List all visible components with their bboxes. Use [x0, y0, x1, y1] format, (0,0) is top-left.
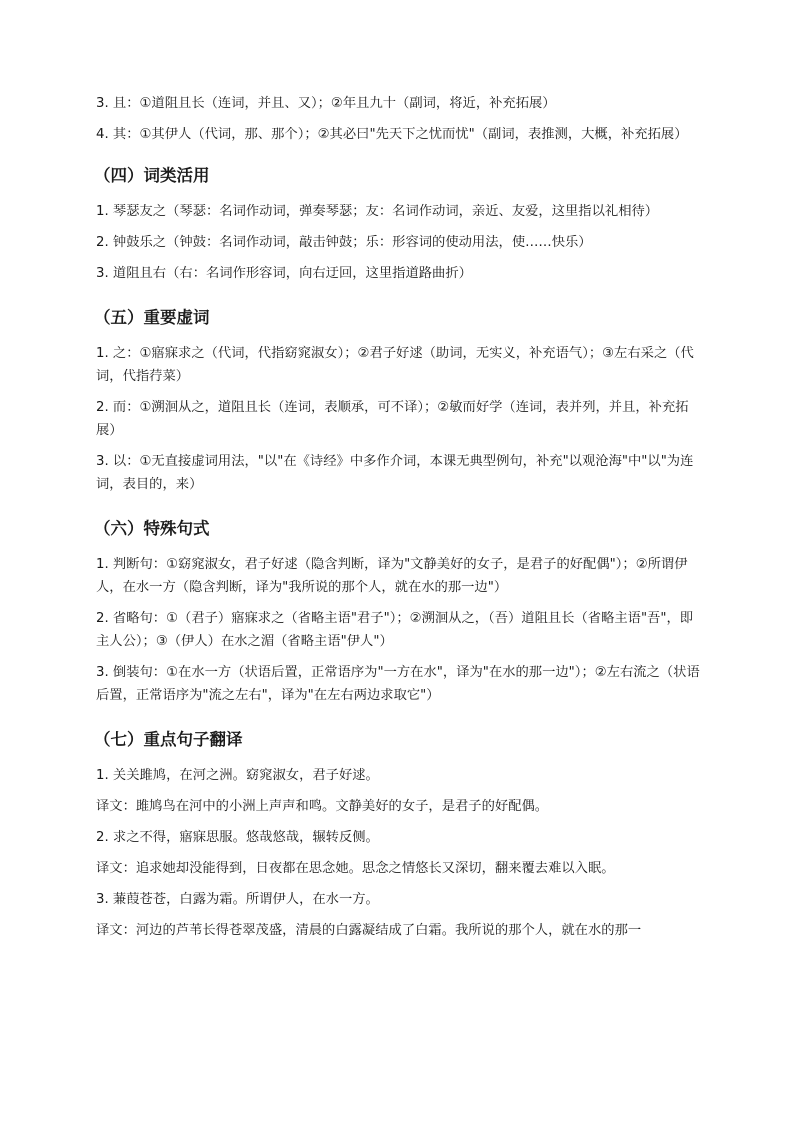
list-item-zhi: 1. 之：①寤寐求之（代词，代指窈窕淑女）；②君子好逑（助词，无实义，补充语气）；③左右采之（代词，代指荇菜）: [96, 346, 694, 384]
sentence-2: 2. 求之不得，寤寐思服。悠哉悠哉，辗转反侧。: [96, 830, 379, 845]
list-item-qin-se-you-zhi: 1. 琴瑟友之（琴瑟：名词作动词，弹奏琴瑟；友：名词作动词，亲近、友爱，这里指以礼相待）: [96, 204, 659, 219]
translation-2: 译文：追求她却没能得到，日夜都在思念她。思念之情悠长又深切，翻来覆去难以入眠。: [96, 861, 615, 876]
translation-1: 译文：雎鸠鸟在河中的小洲上声声和鸣。文静美好的女子，是君子的好配偶。: [96, 799, 549, 814]
list-item-sheng-lue-ju: 2. 省略句：①（君子）寤寐求之（省略主语"君子"）；②溯洄从之，（吾）道阻且长（省略主语"吾"，即主人公）；③（伊人）在水之湄（省略主语"伊人"）: [96, 611, 694, 649]
section-heading-ci-lei-huo-yong: （四）词类活用: [94, 166, 210, 185]
translation-3: 译文：河边的芦苇长得苍翠茂盛，清晨的白露凝结成了白霜。我所说的那个人，就在水的那一: [96, 923, 642, 938]
section-heading-te-shu-ju-shi: （六）特殊句式: [94, 519, 210, 538]
list-item-er: 2. 而：①溯洄从之，道阻且长（连词，表顺承，可不译）；②敏而好学（连词，表并列，并且，补充拓展）: [96, 400, 689, 438]
list-item-yi: 3. 以：①无直接虚词用法，"以"在《诗经》中多作介词，本课无典型例句，补充"以观沧海"中"以"为连词，表目的，来）: [96, 454, 694, 492]
section-heading-ju-zi-fan-yi: （七）重点句子翻译: [94, 730, 243, 749]
paragraph-qie: 3. 且：①道阻且长（连词，并且、又）；②年且九十（副词，将近，补充拓展）: [96, 96, 556, 111]
document-page: [96, 92, 700, 950]
sentence-3: 3. 蒹葭苍苍，白露为霜。所谓伊人，在水一方。: [96, 892, 379, 907]
paragraph-qi: 4. 其：①其伊人（代词，那、那个）；②其必曰"先天下之忧而忧"（副词，表推测，大概，补充拓展）: [96, 127, 688, 142]
sentence-1: 1. 关关雎鸠，在河之洲。窈窕淑女，君子好逑。: [96, 768, 379, 783]
list-item-pan-duan-ju: 1. 判断句：①窈窕淑女，君子好逑（隐含判断，译为"文静美好的女子，是君子的好配偶"）；②所谓伊人，在水一方（隐含判断，译为"我所说的那个人，就在水的那一边"）: [96, 557, 688, 595]
list-item-dao-zu-qie-you: 3. 道阻且右（右：名词作形容词，向右迂回，这里指道路曲折）: [96, 266, 472, 281]
list-item-zhong-gu-le-zhi: 2. 钟鼓乐之（钟鼓：名词作动词，敲击钟鼓；乐：形容词的使动用法，使……快乐）: [96, 235, 592, 250]
section-heading-zhong-yao-xu-ci: （五）重要虚词: [94, 308, 210, 327]
list-item-dao-zhuang-ju: 3. 倒装句：①在水一方（状语后置，正常语序为"一方在水"，译为"在水的那一边"）；②左右流之（状语后置，正常语序为"流之左右"，译为"在左右两边求取它"）: [96, 665, 700, 703]
